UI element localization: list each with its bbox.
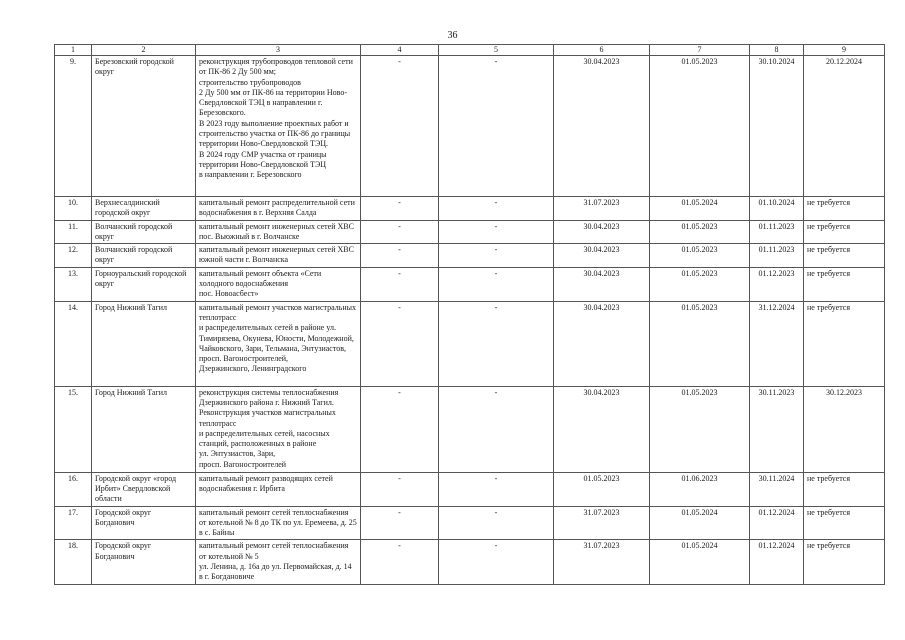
row-number: 9. bbox=[55, 56, 92, 197]
cell-col5: - bbox=[439, 301, 554, 386]
cell-col4: - bbox=[361, 472, 439, 506]
date-cell-col8: 30.11.2023 bbox=[750, 386, 804, 472]
table-row bbox=[55, 220, 885, 244]
date-cell-col8: 01.11.2023 bbox=[750, 220, 804, 244]
table-row bbox=[55, 472, 885, 506]
cell-col5: - bbox=[439, 472, 554, 506]
table-row bbox=[55, 540, 885, 584]
column-header: 6 bbox=[554, 45, 650, 56]
row-number: 14. bbox=[55, 301, 92, 386]
row-number: 10. bbox=[55, 197, 92, 221]
table-row bbox=[55, 301, 885, 386]
cell-col5: - bbox=[439, 56, 554, 197]
cell-col4: - bbox=[361, 301, 439, 386]
column-header: 3 bbox=[196, 45, 361, 56]
column-header: 1 bbox=[55, 45, 92, 56]
cell-col5: - bbox=[439, 244, 554, 268]
date-cell-col8: 31.12.2024 bbox=[750, 301, 804, 386]
date-cell-col6: 01.05.2023 bbox=[554, 472, 650, 506]
cell-col4: - bbox=[361, 56, 439, 197]
cell-col4: - bbox=[361, 540, 439, 584]
schedule-table bbox=[54, 44, 885, 585]
cell-col9: не требуется bbox=[804, 197, 885, 221]
cell-col9: не требуется bbox=[804, 220, 885, 244]
date-cell-col7: 01.05.2023 bbox=[650, 386, 750, 472]
cell-col9: не требуется bbox=[804, 472, 885, 506]
cell-col5: - bbox=[439, 267, 554, 301]
row-number: 15. bbox=[55, 386, 92, 472]
table-row bbox=[55, 267, 885, 301]
date-cell-col8: 01.12.2023 bbox=[750, 267, 804, 301]
date-cell-col6: 30.04.2023 bbox=[554, 56, 650, 197]
cell-col9: 20.12.2024 bbox=[804, 56, 885, 197]
cell-col5: - bbox=[439, 197, 554, 221]
cell-col5: - bbox=[439, 220, 554, 244]
municipality-cell: Верхнесалдинский городской округ bbox=[92, 197, 196, 221]
table-row bbox=[55, 386, 885, 472]
table-row bbox=[55, 56, 885, 197]
date-cell-col8: 01.12.2024 bbox=[750, 540, 804, 584]
municipality-cell: Горноуральский городской округ bbox=[92, 267, 196, 301]
date-cell-col7: 01.05.2024 bbox=[650, 506, 750, 540]
date-cell-col6: 30.04.2023 bbox=[554, 244, 650, 268]
date-cell-col8: 01.11.2023 bbox=[750, 244, 804, 268]
cell-col9: не требуется bbox=[804, 244, 885, 268]
table-row bbox=[55, 244, 885, 268]
work-description-cell: реконструкция трубопроводов тепловой сети от ПК-86 2 Ду 500 мм; строительство трубопроводов 2 Ду 500 мм от ПК-86 на территории Ново-Свердловской ТЭЦ в направлении г. Березовского. В 2023 году выполнение проектных работ и строительство участка от ПК-86 до границы территории Ново-Свердловской ТЭЦ. В 2024 году СМР участка от границы территории Ново-Свердловской ТЭЦ в направлении г. Березовского bbox=[196, 56, 361, 197]
date-cell-col6: 30.04.2023 bbox=[554, 267, 650, 301]
date-cell-col8: 30.10.2024 bbox=[750, 56, 804, 197]
column-header: 4 bbox=[361, 45, 439, 56]
date-cell-col7: 01.05.2023 bbox=[650, 267, 750, 301]
date-cell-col7: 01.05.2023 bbox=[650, 56, 750, 197]
municipality-cell: Волчанский городской округ bbox=[92, 244, 196, 268]
date-cell-col7: 01.05.2023 bbox=[650, 244, 750, 268]
cell-col4: - bbox=[361, 506, 439, 540]
row-number: 13. bbox=[55, 267, 92, 301]
work-description-cell: капитальный ремонт объекта «Сети холодного водоснабжения пос. Новоасбест» bbox=[196, 267, 361, 301]
date-cell-col6: 30.04.2023 bbox=[554, 220, 650, 244]
work-description-cell: капитальный ремонт участков магистральных теплотрасс и распределительных сетей в районе ул. Тимирязева, Окунева, Юности, Молодежной, Чайковского, Зари, Тельмана, Энтузиастов, просп. Вагоностроителей, Дзержинского, Ленинградского bbox=[196, 301, 361, 386]
cell-col4: - bbox=[361, 244, 439, 268]
table-row bbox=[55, 197, 885, 221]
cell-col9: не требуется bbox=[804, 540, 885, 584]
date-cell-col8: 01.12.2024 bbox=[750, 506, 804, 540]
cell-col5: - bbox=[439, 540, 554, 584]
column-header: 9 bbox=[804, 45, 885, 56]
cell-col4: - bbox=[361, 386, 439, 472]
column-header: 8 bbox=[750, 45, 804, 56]
date-cell-col8: 01.10.2024 bbox=[750, 197, 804, 221]
cell-col4: - bbox=[361, 267, 439, 301]
table-row bbox=[55, 506, 885, 540]
work-description-cell: капитальный ремонт инженерных сетей ХВС южной части г. Волчанска bbox=[196, 244, 361, 268]
cell-col9: не требуется bbox=[804, 267, 885, 301]
column-header: 2 bbox=[92, 45, 196, 56]
cell-col4: - bbox=[361, 220, 439, 244]
column-header: 7 bbox=[650, 45, 750, 56]
cell-col4: - bbox=[361, 197, 439, 221]
work-description-cell: капитальный ремонт сетей теплоснабжения от котельной № 8 до ТК по ул. Еремеева, д. 25 в с. Байны bbox=[196, 506, 361, 540]
date-cell-col6: 31.07.2023 bbox=[554, 197, 650, 221]
date-cell-col7: 01.05.2024 bbox=[650, 197, 750, 221]
row-number: 11. bbox=[55, 220, 92, 244]
date-cell-col6: 30.04.2023 bbox=[554, 386, 650, 472]
work-description-cell: реконструкция системы теплоснабжения Дзержинского района г. Нижний Тагил. Реконструкция участков магистральных теплотрасс и распределительных сетей, насосных станций, расположенных в районе ул. Энтузиастов, Зари, просп. Вагоностроителей bbox=[196, 386, 361, 472]
row-number: 16. bbox=[55, 472, 92, 506]
date-cell-col8: 30.11.2024 bbox=[750, 472, 804, 506]
work-description-cell: капитальный ремонт разводящих сетей водоснабжения г. Ирбита bbox=[196, 472, 361, 506]
municipality-cell: Город Нижний Тагил bbox=[92, 301, 196, 386]
municipality-cell: Город Нижний Тагил bbox=[92, 386, 196, 472]
date-cell-col6: 31.07.2023 bbox=[554, 540, 650, 584]
work-description-cell: капитальный ремонт распределительной сети водоснабжения в г. Верхняя Салда bbox=[196, 197, 361, 221]
work-description-cell: капитальный ремонт инженерных сетей ХВС пос. Вьюжный в г. Волчанске bbox=[196, 220, 361, 244]
municipality-cell: Городской округ Богданович bbox=[92, 540, 196, 584]
date-cell-col7: 01.05.2023 bbox=[650, 220, 750, 244]
date-cell-col6: 31.07.2023 bbox=[554, 506, 650, 540]
municipality-cell: Березовский городской округ bbox=[92, 56, 196, 197]
table-header-row bbox=[55, 45, 885, 56]
municipality-cell: Городской округ «город Ирбит» Свердловской области bbox=[92, 472, 196, 506]
municipality-cell: Городской округ Богданович bbox=[92, 506, 196, 540]
column-header: 5 bbox=[439, 45, 554, 56]
date-cell-col7: 01.05.2024 bbox=[650, 540, 750, 584]
date-cell-col6: 30.04.2023 bbox=[554, 301, 650, 386]
cell-col5: - bbox=[439, 506, 554, 540]
cell-col9: 30.12.2023 bbox=[804, 386, 885, 472]
row-number: 18. bbox=[55, 540, 92, 584]
cell-col5: - bbox=[439, 386, 554, 472]
page-number: 36 bbox=[447, 30, 458, 41]
date-cell-col7: 01.06.2023 bbox=[650, 472, 750, 506]
row-number: 12. bbox=[55, 244, 92, 268]
cell-col9: не требуется bbox=[804, 506, 885, 540]
cell-col9: не требуется bbox=[804, 301, 885, 386]
date-cell-col7: 01.05.2023 bbox=[650, 301, 750, 386]
municipality-cell: Волчанский городской округ bbox=[92, 220, 196, 244]
row-number: 17. bbox=[55, 506, 92, 540]
work-description-cell: капитальный ремонт сетей теплоснабжения от котельной № 5 ул. Ленина, д. 16а до ул. Первомайская, д. 14 в г. Богдановиче bbox=[196, 540, 361, 584]
